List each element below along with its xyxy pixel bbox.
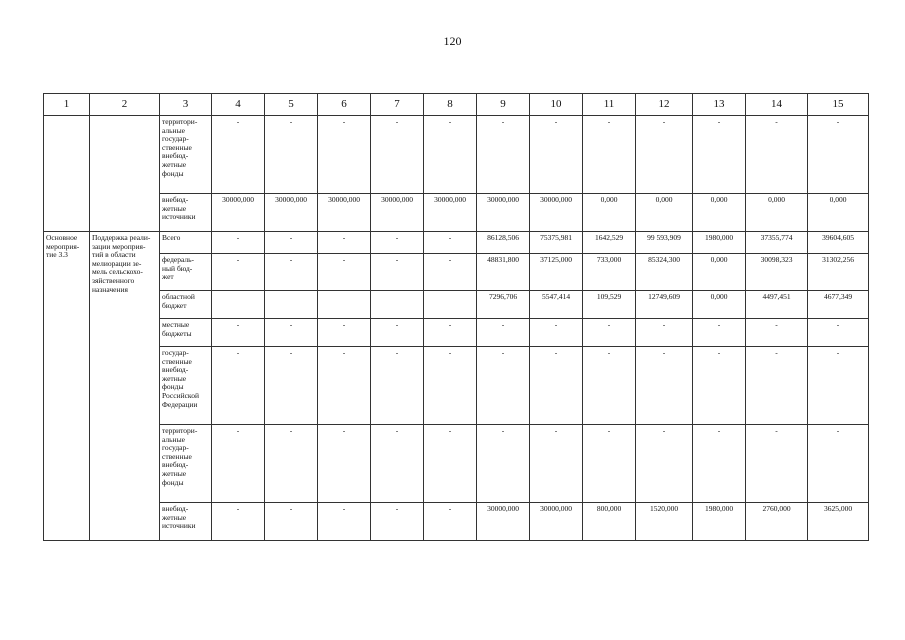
funding-source-cell: внебюд- жетные источники: [160, 503, 212, 541]
funding-source-cell: федераль- ный бюд- жет: [160, 254, 212, 291]
value-cell: -: [693, 116, 746, 194]
value-cell: 0,000: [808, 194, 869, 232]
value-cell: [371, 291, 424, 319]
value-cell: 30000,000: [318, 194, 371, 232]
table-row: [44, 347, 869, 425]
value-cell: -: [424, 503, 477, 541]
value-cell: -: [371, 319, 424, 347]
table-row: [44, 116, 869, 194]
value-cell: -: [212, 503, 265, 541]
table-row: [44, 425, 869, 503]
value-cell: -: [746, 319, 808, 347]
value-cell: -: [693, 319, 746, 347]
value-cell: -: [583, 347, 636, 425]
value-cell: -: [746, 347, 808, 425]
value-cell: -: [808, 425, 869, 503]
value-cell: -: [583, 425, 636, 503]
value-cell: -: [318, 116, 371, 194]
value-cell: -: [424, 347, 477, 425]
value-cell: -: [371, 503, 424, 541]
value-cell: -: [477, 116, 530, 194]
value-cell: -: [530, 319, 583, 347]
value-cell: -: [746, 425, 808, 503]
column-header: 8: [424, 94, 477, 116]
value-cell: -: [530, 425, 583, 503]
funding-source-cell: территори- альные государ- ственные внебюд- жетные фонды: [160, 425, 212, 503]
value-cell: -: [808, 319, 869, 347]
value-cell: 0,000: [693, 291, 746, 319]
value-cell: 4677,349: [808, 291, 869, 319]
column-header: 2: [90, 94, 160, 116]
value-cell: 0,000: [583, 194, 636, 232]
value-cell: 0,000: [693, 254, 746, 291]
value-cell: -: [318, 347, 371, 425]
value-cell: 3625,000: [808, 503, 869, 541]
column-header: 4: [212, 94, 265, 116]
value-cell: 30098,323: [746, 254, 808, 291]
value-cell: -: [212, 254, 265, 291]
value-cell: -: [318, 319, 371, 347]
value-cell: 1980,000: [693, 232, 746, 254]
budget-table: [43, 93, 869, 541]
value-cell: [265, 291, 318, 319]
value-cell: [318, 291, 371, 319]
value-cell: -: [530, 347, 583, 425]
value-cell: -: [424, 425, 477, 503]
value-cell: 0,000: [746, 194, 808, 232]
value-cell: 4497,451: [746, 291, 808, 319]
value-cell: -: [265, 347, 318, 425]
value-cell: 37125,000: [530, 254, 583, 291]
value-cell: -: [265, 116, 318, 194]
column-header: 14: [746, 94, 808, 116]
column-header: 11: [583, 94, 636, 116]
column-header: 6: [318, 94, 371, 116]
value-cell: 31302,256: [808, 254, 869, 291]
value-cell: -: [808, 347, 869, 425]
value-cell: -: [265, 503, 318, 541]
table-row: [44, 232, 869, 254]
value-cell: [424, 291, 477, 319]
value-cell: -: [318, 232, 371, 254]
value-cell: 1520,000: [636, 503, 693, 541]
header-row: [44, 94, 869, 116]
value-cell: 37355,774: [746, 232, 808, 254]
value-cell: -: [212, 425, 265, 503]
value-cell: -: [693, 425, 746, 503]
value-cell: 7296,706: [477, 291, 530, 319]
value-cell: -: [636, 425, 693, 503]
value-cell: -: [424, 254, 477, 291]
value-cell: -: [371, 347, 424, 425]
value-cell: -: [371, 254, 424, 291]
column-header: 1: [44, 94, 90, 116]
funding-source-cell: местные бюджеты: [160, 319, 212, 347]
value-cell: 30000,000: [265, 194, 318, 232]
table-row: [44, 194, 869, 232]
value-cell: -: [693, 347, 746, 425]
value-cell: -: [212, 232, 265, 254]
value-cell: -: [318, 425, 371, 503]
value-cell: -: [371, 425, 424, 503]
column-header: 10: [530, 94, 583, 116]
value-cell: -: [636, 347, 693, 425]
value-cell: 86128,506: [477, 232, 530, 254]
value-cell: 30000,000: [477, 503, 530, 541]
value-cell: 48831,800: [477, 254, 530, 291]
value-cell: -: [808, 116, 869, 194]
value-cell: 1642,529: [583, 232, 636, 254]
funding-source-cell: внебюд- жетные источники: [160, 194, 212, 232]
value-cell: 0,000: [636, 194, 693, 232]
table-row: [44, 319, 869, 347]
value-cell: -: [530, 116, 583, 194]
column-header: 9: [477, 94, 530, 116]
value-cell: -: [371, 232, 424, 254]
value-cell: -: [265, 319, 318, 347]
value-cell: -: [318, 254, 371, 291]
value-cell: 800,000: [583, 503, 636, 541]
column-header: 5: [265, 94, 318, 116]
value-cell: -: [265, 254, 318, 291]
value-cell: -: [265, 232, 318, 254]
value-cell: [212, 291, 265, 319]
event-code-cell: Основное мероприя- тие 3.3: [44, 232, 90, 541]
value-cell: 30000,000: [424, 194, 477, 232]
value-cell: 30000,000: [477, 194, 530, 232]
value-cell: -: [477, 425, 530, 503]
value-cell: 85324,300: [636, 254, 693, 291]
value-cell: -: [583, 319, 636, 347]
value-cell: -: [212, 116, 265, 194]
value-cell: -: [424, 232, 477, 254]
value-cell: -: [477, 319, 530, 347]
column-header: 15: [808, 94, 869, 116]
value-cell: 2760,000: [746, 503, 808, 541]
event-name-cell: Поддержка реали- зации мероприя- тий в области мелиорации зе- мель сельскохо- зяйственного назначения: [90, 232, 160, 541]
value-cell: 99 593,909: [636, 232, 693, 254]
value-cell: -: [583, 116, 636, 194]
value-cell: 109,529: [583, 291, 636, 319]
value-cell: -: [424, 319, 477, 347]
table-row: [44, 503, 869, 541]
value-cell: 30000,000: [530, 194, 583, 232]
column-header: 7: [371, 94, 424, 116]
page-number: 120: [443, 34, 462, 48]
table-row: [44, 291, 869, 319]
event-code-cell: [44, 116, 90, 232]
value-cell: 5547,414: [530, 291, 583, 319]
value-cell: 30000,000: [212, 194, 265, 232]
value-cell: 30000,000: [371, 194, 424, 232]
value-cell: -: [636, 116, 693, 194]
funding-source-cell: Всего: [160, 232, 212, 254]
value-cell: 733,000: [583, 254, 636, 291]
value-cell: -: [424, 116, 477, 194]
value-cell: 12749,609: [636, 291, 693, 319]
value-cell: -: [212, 347, 265, 425]
value-cell: 75375,981: [530, 232, 583, 254]
table-row: [44, 254, 869, 291]
funding-source-cell: государ- ственные внебюд- жетные фонды Российской Федерации: [160, 347, 212, 425]
value-cell: -: [746, 116, 808, 194]
value-cell: 1980,000: [693, 503, 746, 541]
column-header: 13: [693, 94, 746, 116]
value-cell: 30000,000: [530, 503, 583, 541]
value-cell: 39604,605: [808, 232, 869, 254]
value-cell: -: [371, 116, 424, 194]
value-cell: -: [477, 347, 530, 425]
value-cell: -: [212, 319, 265, 347]
value-cell: -: [318, 503, 371, 541]
value-cell: -: [636, 319, 693, 347]
value-cell: 0,000: [693, 194, 746, 232]
column-header: 12: [636, 94, 693, 116]
funding-source-cell: областной бюджет: [160, 291, 212, 319]
event-name-cell: [90, 116, 160, 232]
value-cell: -: [265, 425, 318, 503]
column-header: 3: [160, 94, 212, 116]
funding-source-cell: территори- альные государ- ственные внебюд- жетные фонды: [160, 116, 212, 194]
